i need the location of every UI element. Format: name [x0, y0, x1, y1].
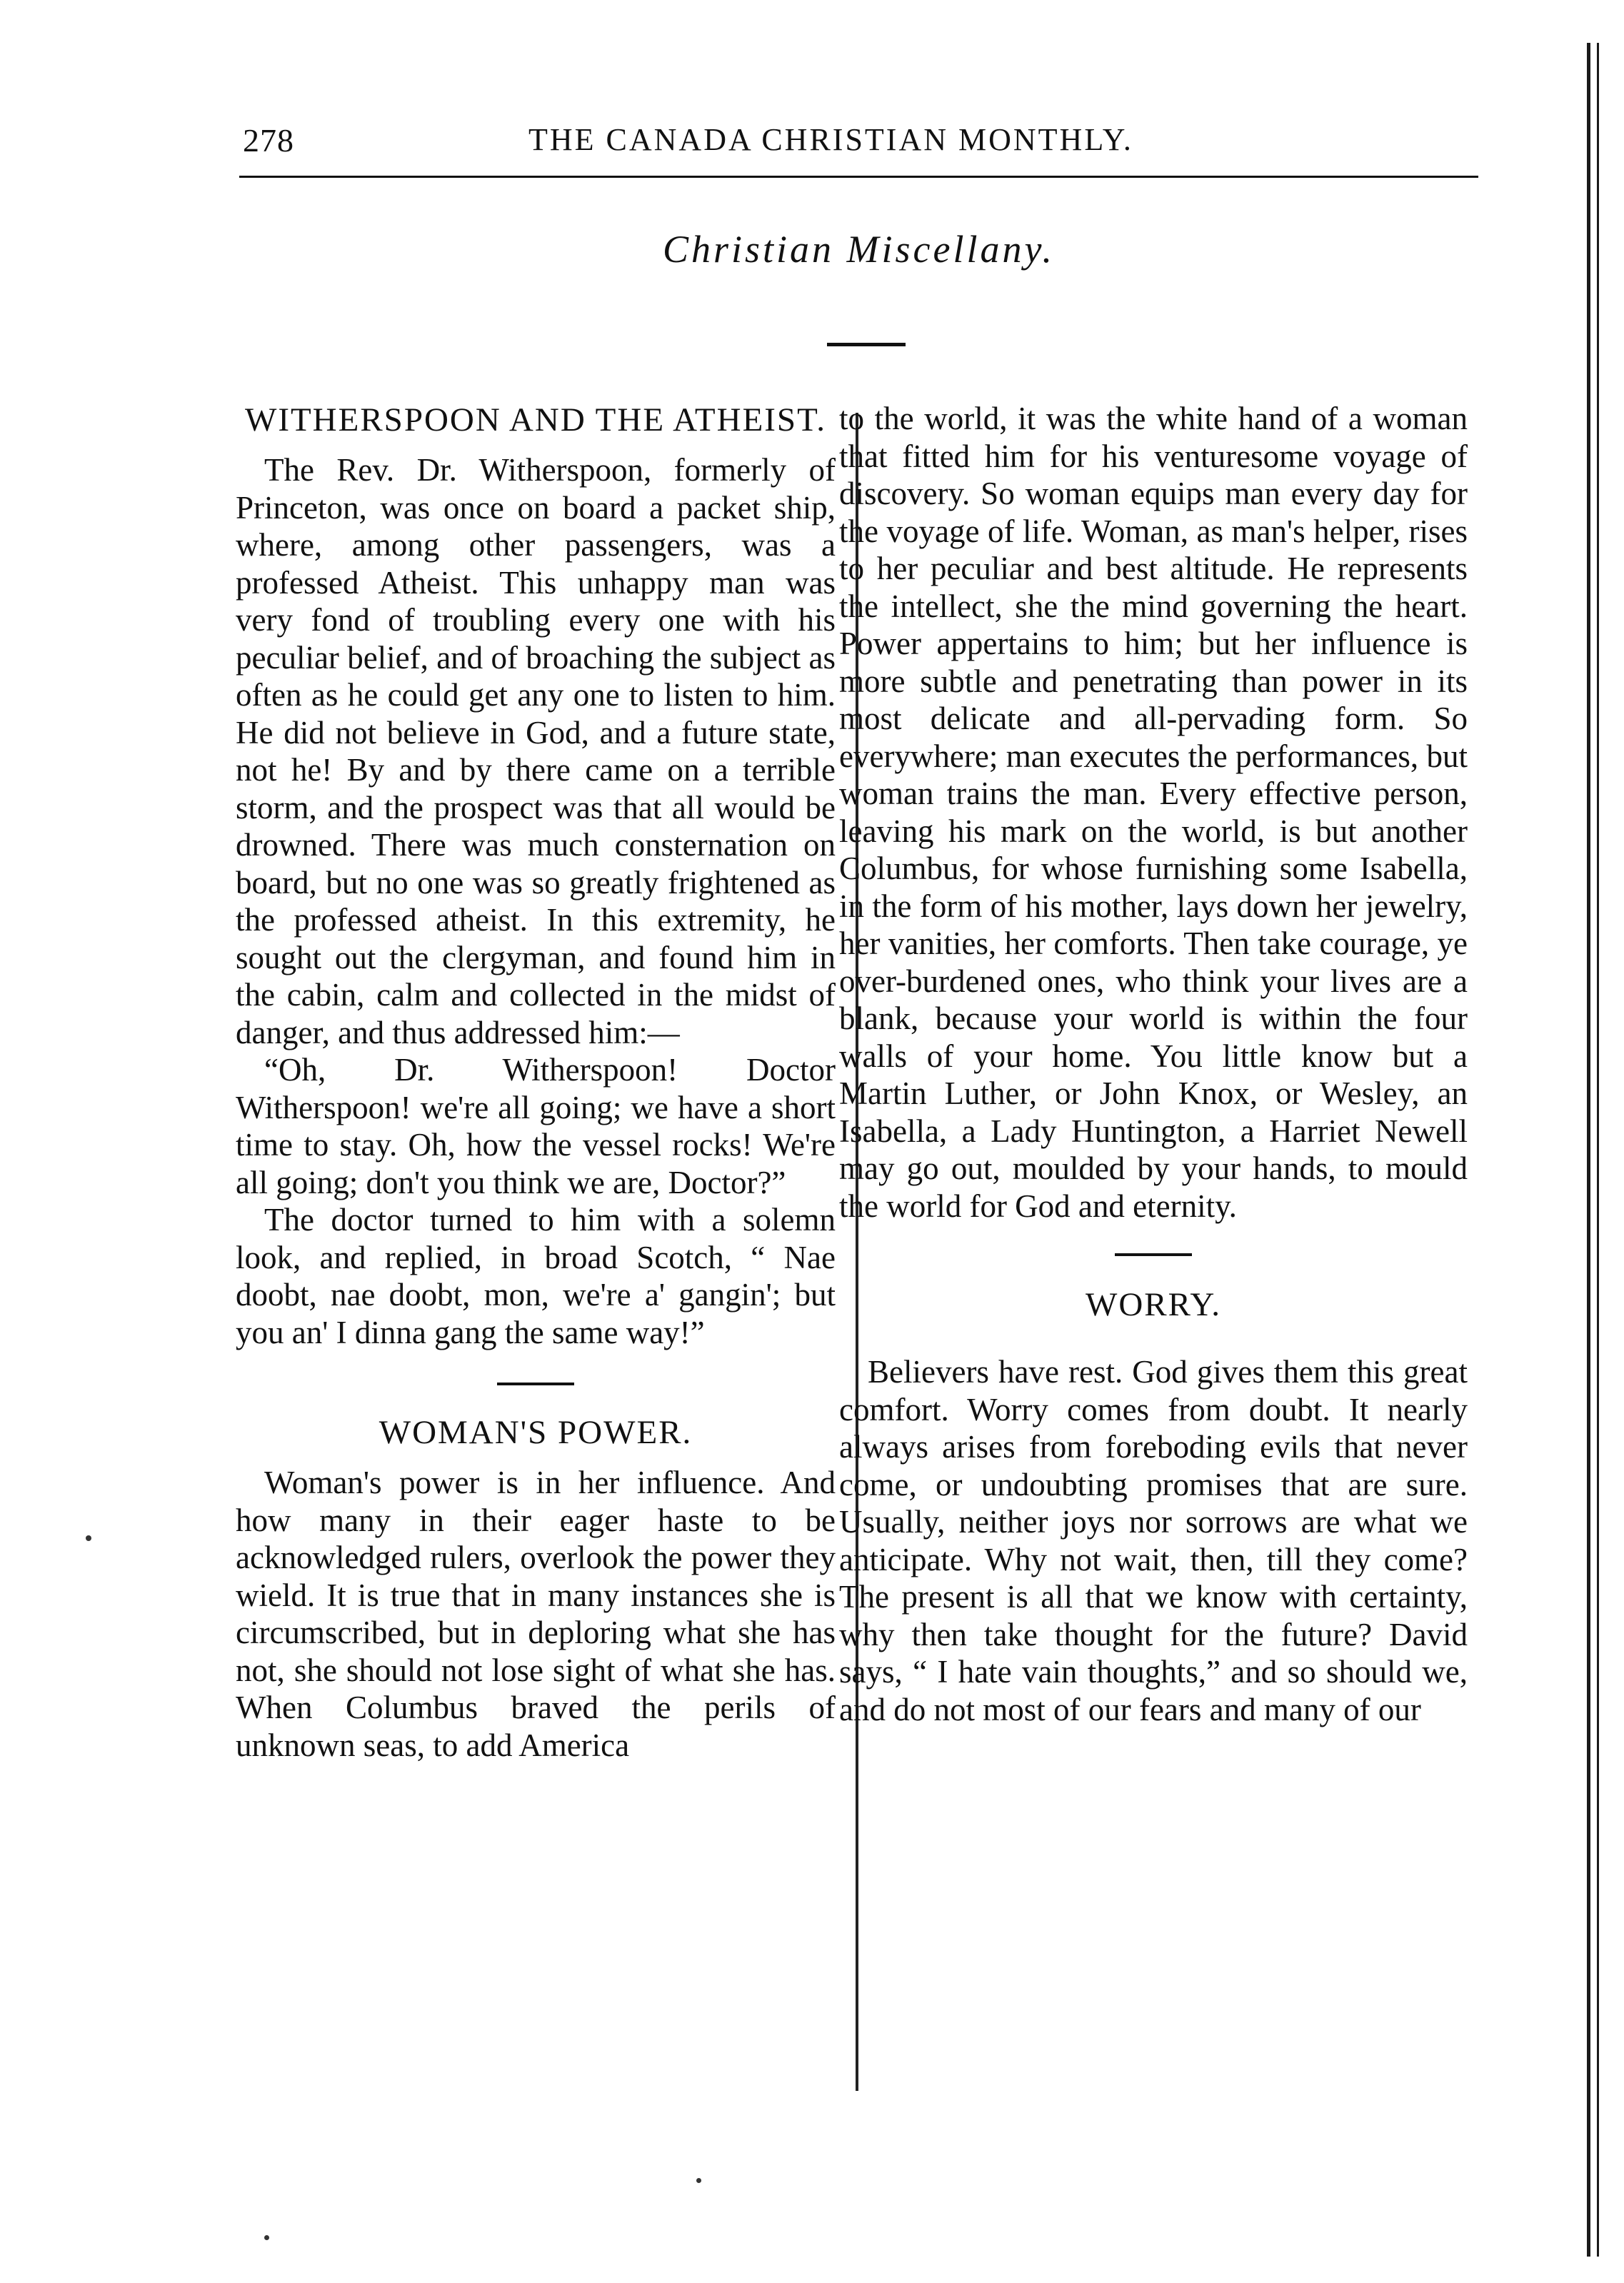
article-paragraph: The Rev. Dr. Witherspoon, formerly of Princeton, was once on board a packet ship, where, among other passengers, was a professed Atheist. This unhappy man was very fond of troubling every one with his peculiar belief, and of broaching the subject as often as he could get any one to listen to him. He did not believe in God, and a future state, not he! By and by there came on a terrible storm, and the prospect was that all would be drowned. There was much consternation on board, but no one was so greatly frightened as the professed atheist. In this extremity, he sought out the clergyman, and found him in the cabin, calm and collected in the midst of danger, and thus addressed him:— [236, 452, 836, 1050]
article-title-worry: WORRY. [1085, 1286, 1222, 1323]
scan-speck [86, 1535, 91, 1541]
article-separator [497, 1383, 574, 1385]
header-rule [239, 176, 1478, 178]
page-number: 278 [243, 122, 294, 159]
article-paragraph: The doctor turned to him with a solemn look, and replied, in broad Scotch, “ Nae doobt, nae doobt, mon, we're a' gangin'; but you an' I dinna gang the same way!” [236, 1202, 836, 1350]
article-separator [1115, 1253, 1192, 1256]
article-paragraph-continued: to the world, it was the white hand of a woman that fitted him for his venturesome voyage of discovery. So woman equips man every day for the voyage of life. Woman, as man's helper, rises to her peculiar and best altitude. He represents the intellect, she the mind governing the heart. Power appertains to him; but her influence is more subtle and penetrating than power in its most delicate and all-pervading form. So everywhere; man executes the performances, but woman trains the man. Every effective person, leaving his mark on the world, is but another Columbus, for whose furnishing some Isabella, in the form of his mother, lays down her jewelry, her vanities, her comforts. Then take courage, ye over-burdened ones, who think your lives are a blank, because your world is within the four walls of your home. You little know but a Martin Luther, or John Knox, or Wesley, an Isabella, a Lady Huntington, a Harriet Newell may go out, moulded by your hands, to mould the world for God and eternity. [839, 401, 1468, 1224]
scan-border-rule-inner [1597, 43, 1599, 2257]
title-dash [827, 343, 906, 346]
article-title-womans-power: WOMAN'S POWER. [379, 1414, 693, 1451]
section-title: Christian Miscellany. [663, 228, 1055, 271]
article-paragraph: “Oh, Dr. Witherspoon! Doctor Witherspoon! we're all going; we have a short time to stay. Oh, how the vessel rocks! We're all going; don't you think we are, Doctor?” [236, 1052, 836, 1200]
right-column [839, 400, 1468, 1728]
scan-speck [696, 2178, 701, 2183]
running-head: THE CANADA CHRISTIAN MONTHLY. [528, 122, 1133, 157]
left-column [236, 400, 836, 1764]
article-title-witherspoon: WITHERSPOON AND THE ATHEIST. [244, 401, 827, 438]
scan-border-rule [1587, 43, 1590, 2257]
scan-speck [264, 2235, 269, 2240]
article-paragraph: Woman's power is in her influence. And how many in their eager haste to be acknowledged rulers, overlook the power they wield. It is true that in many instances she is circumscribed, but in deploring what she has not, she should not lose sight of what she has. When Columbus braved the perils of unknown seas, to add America [236, 1465, 836, 1763]
article-paragraph: Believers have rest. God gives them this great comfort. Worry comes from doubt. It nearly always arises from foreboding evils that never come, or undoubting promises that are sure. Usually, neither joys nor sorrows are what we anticipate. Why not wait, then, till they come? The present is all that we know with certainty, why then take thought for the future? David says, “ I hate vain thoughts,” and so should we, and do not most of our fears and many of our [839, 1354, 1468, 1727]
